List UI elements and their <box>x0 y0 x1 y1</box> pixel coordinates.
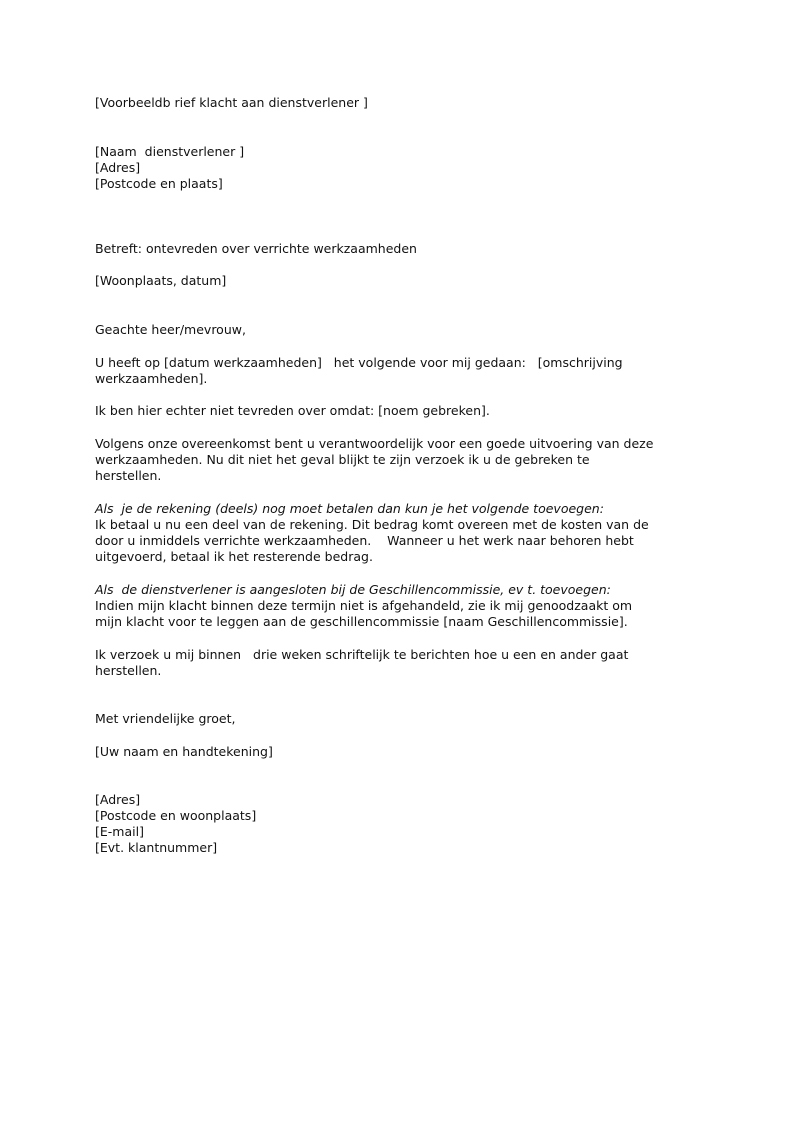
paragraph-line: U heeft op [datum werkzaamheden] het volgende voor mij gedaan: [omschrijving <box>95 355 623 370</box>
paragraph-2: Ik ben hier echter niet tevreden over omdat: [noem gebreken]. <box>95 403 490 418</box>
paragraph-line: door u inmiddels verrichte werkzaamheden. Wanneer u het werk naar behoren hebt <box>95 533 634 548</box>
paragraph-line: herstellen. <box>95 663 162 678</box>
sender-customer-number: [Evt. klantnummer] <box>95 840 218 855</box>
paragraph-line: werkzaamheden. Nu dit niet het geval blijkt te zijn verzoek ik u de gebreken te <box>95 452 590 467</box>
paragraph-line: werkzaamheden]. <box>95 371 208 386</box>
closing: Met vriendelijke groet, <box>95 711 236 726</box>
paragraph-line: Indien mijn klacht binnen deze termijn niet is afgehandeld, zie ik mij genoodzaakt om <box>95 598 633 613</box>
optional-note: Als je de rekening (deels) nog moet betalen dan kun je het volgende toevoegen: <box>95 501 604 516</box>
recipient-address: [Adres] <box>95 160 141 175</box>
subject-line: Betreft: ontevreden over verrichte werkzaamheden <box>95 241 417 256</box>
signature-placeholder: [Uw naam en handtekening] <box>95 744 273 759</box>
sender-postcode-city: [Postcode en woonplaats] <box>95 808 257 823</box>
paragraph-line: Ik betaal u nu een deel van de rekening. Dit bedrag komt overeen met de kosten van de <box>95 517 649 532</box>
paragraph-line: Volgens onze overeenkomst bent u verantwoordelijk voor een goede uitvoering van deze <box>95 436 654 451</box>
place-date: [Woonplaats, datum] <box>95 273 227 288</box>
sender-email: [E-mail] <box>95 824 144 839</box>
paragraph-line: mijn klacht voor te leggen aan de geschillencommissie [naam Geschillencommissie]. <box>95 614 628 629</box>
paragraph-line: uitgevoerd, betaal ik het resterende bedrag. <box>95 549 373 564</box>
optional-note: Als de dienstverlener is aangesloten bij de Geschillencommissie, ev t. toevoegen: <box>95 582 611 597</box>
sender-address: [Adres] <box>95 792 141 807</box>
paragraph-line: herstellen. <box>95 468 162 483</box>
recipient-name: [Naam dienstverlener ] <box>95 144 245 159</box>
paragraph-line: Ik verzoek u mij binnen drie weken schriftelijk te berichten hoe u een en ander gaat <box>95 647 629 662</box>
letter-title: [Voorbeeldb rief klacht aan dienstverlener ] <box>95 95 368 110</box>
recipient-postcode-city: [Postcode en plaats] <box>95 176 223 191</box>
salutation: Geachte heer/mevrouw, <box>95 322 246 337</box>
